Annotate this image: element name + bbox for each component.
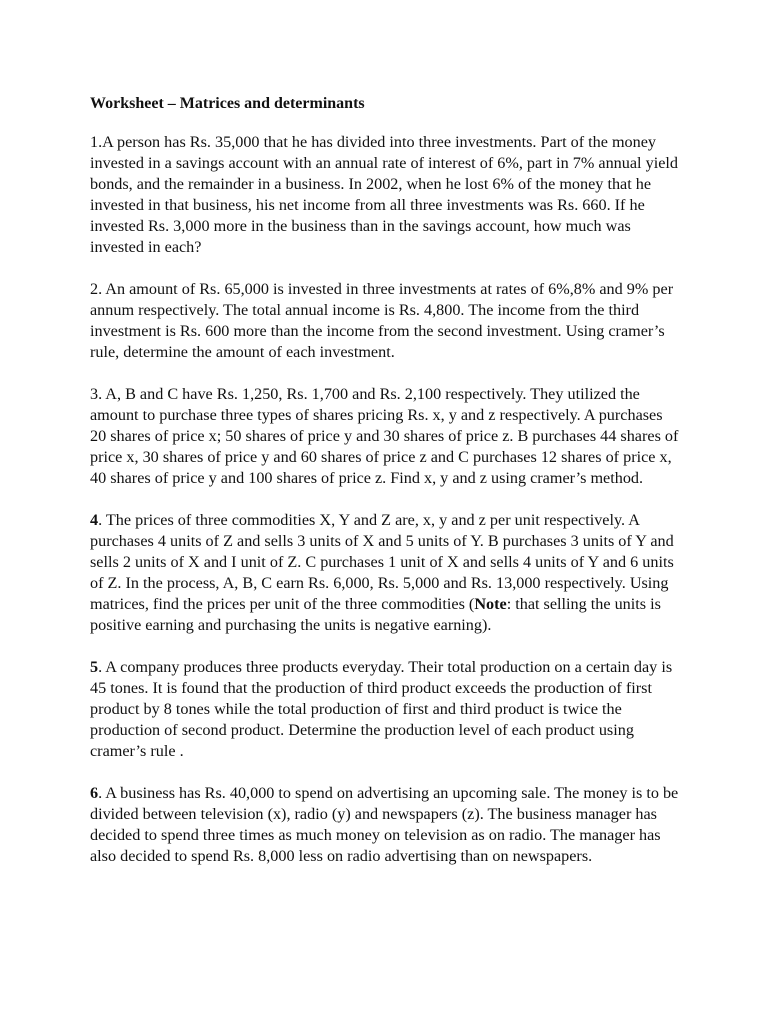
question-text: . The prices of three commodities X, Y and Z are, x, y and z per unit respectively. A purchases 4 units of Z and sells 3 units of X and 5 units of Y. B purchases 3 units of Y and sells 2 units of X and I unit of Z. C purchases 1 unit of X and sells 4 units of Y and 6 units of Z. In the process, A, B, C earn Rs. 6,000, Rs. 5,000 and Rs. 13,000 respectively. Using matrices, find the prices per unit of the three commodities ( [90, 511, 674, 613]
question-text-after: : that selling the units is positive earning and purchasing the units is negative earning). [90, 595, 661, 634]
question-text: . A business has Rs. 40,000 to spend on advertising an upcoming sale. The money is to be divided between television (x), radio (y) and newspapers (z). The business manager has decided to spend three times as much money on television as on radio. The manager has also decided to spend Rs. 8,000 less on radio advertising than on newspapers. [90, 784, 679, 865]
question-5 [90, 657, 680, 762]
question-6 [90, 783, 680, 867]
note-label: Note [474, 595, 507, 613]
question-1 [90, 132, 680, 258]
question-text: A person has Rs. 35,000 that he has divided into three investments. Part of the money invested in a savings account with an annual rate of interest of 6%, part in 7% annual yield bonds, and the remainder in a business. In 2002, when he lost 6% of the money that he invested in that business, his net income from all three investments was Rs. 660. If he invested Rs. 3,000 more in the business than in the savings account, how much was invested in each? [90, 133, 678, 256]
question-2 [90, 279, 680, 363]
question-number: 2. [90, 280, 103, 298]
question-number: 1. [90, 133, 103, 151]
question-number: 5 [90, 658, 99, 676]
page-title: Worksheet – Matrices and determinants [90, 95, 365, 112]
question-4 [90, 510, 680, 636]
question-number: 3. [90, 385, 103, 403]
question-text: An amount of Rs. 65,000 is invested in three investments at rates of 6%,8% and 9% per annum respectively. The total annual income is Rs. 4,800. The income from the third investment is Rs. 600 more than the income from the second investment. Using cramer’s rule, determine the amount of each investment. [90, 280, 674, 361]
question-text: . A company produces three products everyday. Their total production on a certain day is 45 tones. It is found that the production of third product exceeds the production of first product by 8 tones while the total production of first and third product is twice the production of second product. Determine the production level of each product using cramer’s rule . [90, 658, 673, 760]
question-3 [90, 384, 680, 489]
question-text: A, B and C have Rs. 1,250, Rs. 1,700 and Rs. 2,100 respectively. They utilized the amount to purchase three types of shares pricing Rs. x, y and z respectively. A purchases 20 shares of price x; 50 shares of price y and 30 shares of price z. B purchases 44 shares of price x, 30 shares of price y and 60 shares of price z and C purchases 12 shares of price x, 40 shares of price y and 100 shares of price z. Find x, y and z using cramer’s method. [90, 385, 679, 487]
question-number: 6 [90, 784, 99, 802]
question-number: 4 [90, 511, 99, 529]
